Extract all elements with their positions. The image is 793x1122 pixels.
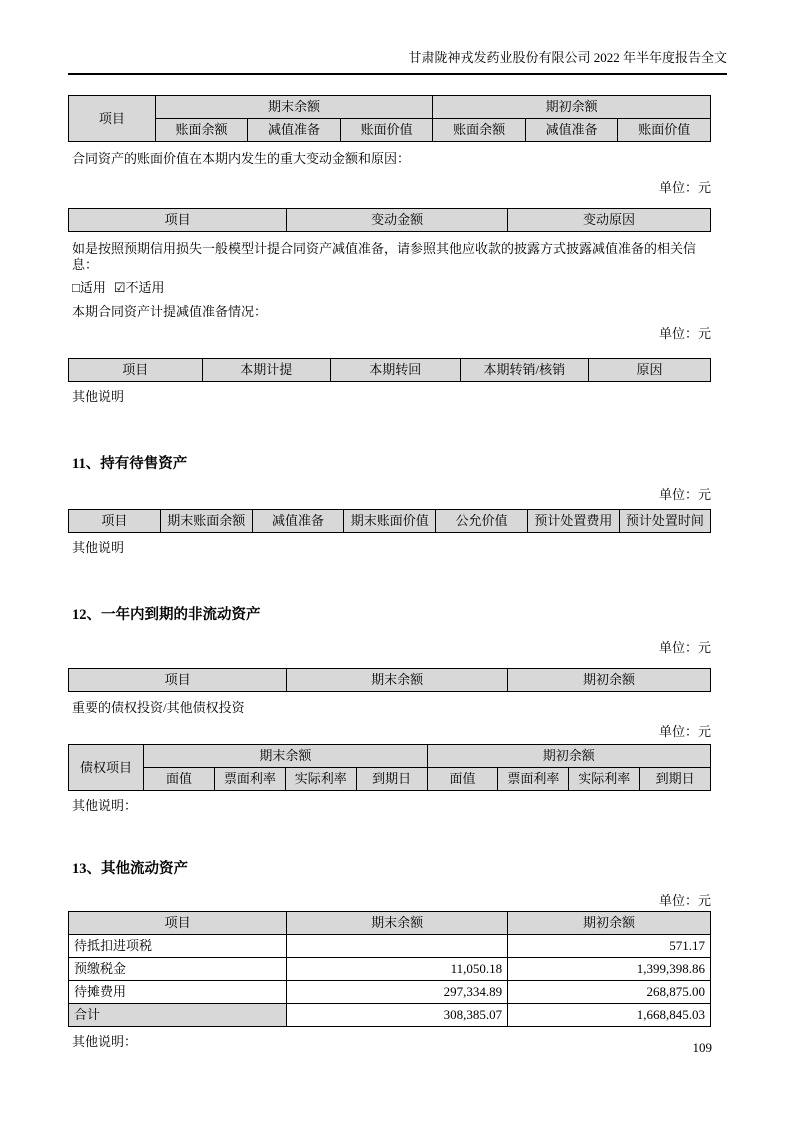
col-header-reversal-current: 本期转回	[330, 359, 460, 382]
noncurrent-due-within-year-table	[68, 668, 711, 692]
unit-label: 单位：元	[658, 180, 711, 195]
col-header-item: 项目	[69, 669, 287, 692]
col-header-maturity-date: 到期日	[356, 768, 427, 791]
checkbox-applicable: □适用	[72, 280, 106, 295]
col-group-begin-balance: 期初余额	[427, 745, 710, 768]
col-header-begin-balance: 期初余额	[508, 912, 711, 935]
para-ecl-model: 如是按照预期信用损失一般模型计提合同资产减值准备，请参照其他应收款的披露方式披露减值准备的相关信息：	[72, 241, 697, 272]
cell-end-balance: 308,385.07	[287, 1004, 508, 1027]
col-header-change-reason: 变动原因	[508, 209, 711, 232]
other-note: 其他说明：	[72, 1034, 138, 1049]
col-header-reason: 原因	[588, 359, 710, 382]
col-header-impairment: 减值准备	[525, 119, 618, 142]
col-header-face-value: 面值	[144, 768, 215, 791]
section-13-title: 13、其他流动资产	[72, 861, 188, 877]
report-header-title: 甘肃陇神戎发药业股份有限公司 2022 年半年度报告全文	[408, 50, 727, 65]
col-header-end-book-balance: 期末账面余额	[160, 510, 252, 533]
contract-asset-balance-table	[68, 95, 711, 142]
col-header-provision-current: 本期计提	[202, 359, 330, 382]
body-area	[68, 95, 711, 1050]
col-header-impairment: 减值准备	[248, 119, 341, 142]
header-rule	[68, 73, 727, 75]
col-header-maturity-date: 到期日	[640, 768, 711, 791]
col-header-item: 项目	[69, 912, 287, 935]
table-row	[69, 935, 711, 958]
other-note: 其他说明	[72, 389, 125, 404]
checkbox-not-applicable: ☑不适用	[113, 280, 165, 295]
other-note: 其他说明：	[72, 798, 138, 813]
section-12-title: 12、一年内到期的非流动资产	[72, 607, 261, 623]
col-header-debt-item: 债权项目	[69, 745, 144, 791]
col-header-est-disposal-time: 预计处置时间	[619, 510, 710, 533]
cell-begin-balance: 1,668,845.03	[508, 1004, 711, 1027]
contract-asset-provision-table	[68, 358, 711, 382]
col-header-book-balance: 账面余额	[433, 119, 526, 142]
cell-begin-balance: 268,875.00	[508, 981, 711, 1004]
page-number: 109	[692, 1040, 712, 1055]
para-contract-asset-change: 合同资产的账面价值在本期内发生的重大变动金额和原因：	[72, 151, 411, 166]
contract-asset-change-table	[68, 208, 711, 232]
unit-label: 单位：元	[658, 724, 711, 739]
unit-label: 单位：元	[658, 893, 711, 908]
col-group-end-balance: 期末余额	[155, 96, 433, 119]
col-header-face-value: 面值	[427, 768, 498, 791]
table-row	[69, 981, 711, 1004]
cell-begin-balance: 1,399,398.86	[508, 958, 711, 981]
other-note: 其他说明	[72, 540, 125, 555]
table-row	[69, 958, 711, 981]
debt-investment-table	[68, 744, 711, 791]
other-current-assets-table	[68, 911, 711, 1027]
col-header-effective-rate: 实际利率	[285, 768, 356, 791]
col-header-impairment: 减值准备	[252, 510, 344, 533]
para-debt-investment: 重要的债权投资/其他债权投资	[72, 700, 245, 715]
col-header-end-book-value: 期末账面价值	[344, 510, 436, 533]
para-provision: 本期合同资产计提减值准备情况：	[72, 304, 268, 319]
col-header-item: 项目	[69, 209, 287, 232]
unit-label: 单位：元	[658, 326, 711, 341]
col-header-coupon-rate: 票面利率	[214, 768, 285, 791]
col-header-book-value: 账面价值	[618, 119, 711, 142]
col-header-item: 项目	[69, 510, 161, 533]
cell-end-balance	[287, 935, 508, 958]
col-header-item: 项目	[69, 359, 203, 382]
row-item-deferred-expense: 待摊费用	[69, 981, 287, 1004]
unit-label: 单位：元	[658, 487, 711, 502]
col-header-book-value: 账面价值	[340, 119, 433, 142]
col-header-effective-rate: 实际利率	[569, 768, 640, 791]
cell-end-balance: 297,334.89	[287, 981, 508, 1004]
row-item-vat-to-deduct: 待抵扣进项税	[69, 935, 287, 958]
held-for-sale-assets-table	[68, 509, 711, 533]
table-row-total	[69, 1004, 711, 1027]
col-header-est-disposal-cost: 预计处置费用	[527, 510, 619, 533]
row-item-prepaid-tax: 预缴税金	[69, 958, 287, 981]
col-header-item: 项目	[69, 96, 156, 142]
page-content	[68, 0, 727, 1050]
col-header-book-balance: 账面余额	[155, 119, 248, 142]
col-header-fair-value: 公允价值	[436, 510, 528, 533]
cell-begin-balance: 571.17	[508, 935, 711, 958]
col-header-coupon-rate: 票面利率	[498, 768, 569, 791]
col-header-writeoff-current: 本期转销/核销	[460, 359, 588, 382]
unit-label: 单位：元	[658, 640, 711, 655]
col-header-end-balance: 期末余额	[287, 669, 508, 692]
col-header-end-balance: 期末余额	[287, 912, 508, 935]
applicability-row	[68, 280, 711, 296]
col-group-begin-balance: 期初余额	[433, 96, 711, 119]
col-group-end-balance: 期末余额	[144, 745, 428, 768]
col-header-change-amount: 变动金额	[287, 209, 508, 232]
section-11-title: 11、持有待售资产	[72, 456, 188, 472]
col-header-begin-balance: 期初余额	[508, 669, 711, 692]
cell-end-balance: 11,050.18	[287, 958, 508, 981]
row-item-total: 合计	[69, 1004, 287, 1027]
